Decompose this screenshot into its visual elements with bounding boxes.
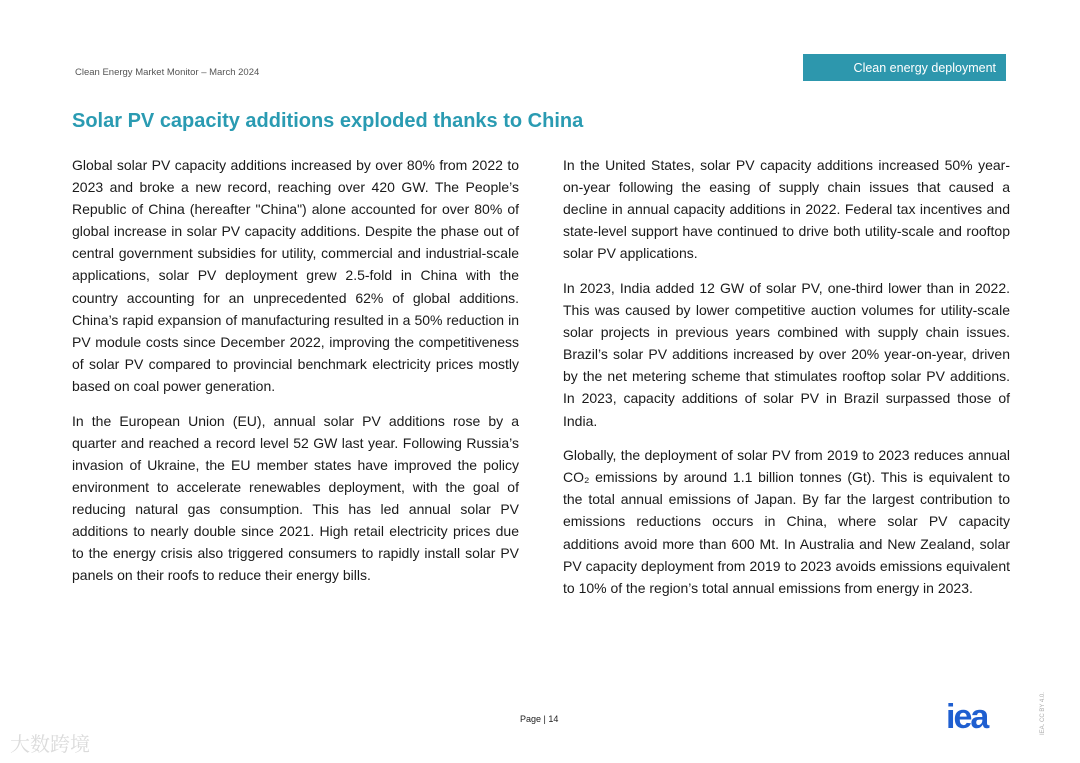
paragraph: In the United States, solar PV capacity additions increased 50% year-on-year following the easing of supply chain issues that caused a decline in annual capacity additions in 2022. Federal tax incentives and state-level support have continued to drive both utility-scale and rooftop solar PV applications. bbox=[563, 157, 1010, 262]
paragraph: Global solar PV capacity additions increased by over 80% from 2022 to 2023 and broke a new record, reaching over 420 GW. The People’s Republic of China (hereafter "China") alone accounted for over 80% of global increase in solar PV capacity additions. Despite the phase out of central government subsidies for utility, commercial and industrial-scale applications, solar PV deployment grew 2.5-fold in China with the country accounting for an unprecedented 62% of global additions. China’s rapid expansion of manufacturing resulted in a 50% reduction in PV module costs since December 2022, improving the competitiveness of solar PV compared to provincial benchmark electricity prices mostly based on coal power generation. bbox=[72, 157, 519, 394]
paragraph: Globally, the deployment of solar PV from 2019 to 2023 reduces annual CO₂ emissions by around 1.1 billion tonnes (Gt). This is equivalent to the total annual emissions of Japan. By far the largest contribution to emissions reductions occurs in China, where solar PV capacity additions avoid more than 600 Mt. In Australia and New Zealand, solar PV capacity deployment from 2019 to 2023 avoids emissions equivalent to 10% of the region’s total annual emissions from energy in 2023. bbox=[563, 447, 1010, 596]
paragraph: In the European Union (EU), annual solar PV additions rose by a quarter and reached a record level 52 GW last year. Following Russia’s invasion of Ukraine, the EU member states have improved the policy environment to accelerate renewables deployment, with the goal of reducing natural gas consumption. This has led annual solar PV additions to nearly double since 2021. High retail electricity prices due to the energy crisis also triggered consumers to rapidly install solar PV panels on their roofs to reduce their energy bills. bbox=[72, 412, 519, 584]
paragraph: In 2023, India added 12 GW of solar PV, one-third lower than in 2022. This was caused by lower competitive auction volumes for utility-scale solar projects in previous years combined with supply chain issues. Brazil’s solar PV additions increased by over 20% year-on-year, driven by the net metering scheme that stimulates rooftop solar PV additions. In 2023, capacity additions of solar PV in Brazil surpassed those of India. bbox=[563, 279, 1010, 429]
document-title: Clean Energy Market Monitor – March 2024 bbox=[75, 67, 260, 78]
watermark: 大数跨境 bbox=[10, 734, 90, 756]
left-column bbox=[72, 154, 519, 599]
page-number: Page | 14 bbox=[520, 714, 559, 724]
page-title: Solar PV capacity additions exploded thanks to China bbox=[72, 110, 584, 132]
right-column bbox=[563, 154, 1010, 611]
section-badge: Clean energy deployment bbox=[803, 54, 1006, 81]
license-text: IEA. CC BY 4.0. bbox=[1040, 692, 1046, 735]
iea-logo: iea bbox=[946, 698, 988, 736]
